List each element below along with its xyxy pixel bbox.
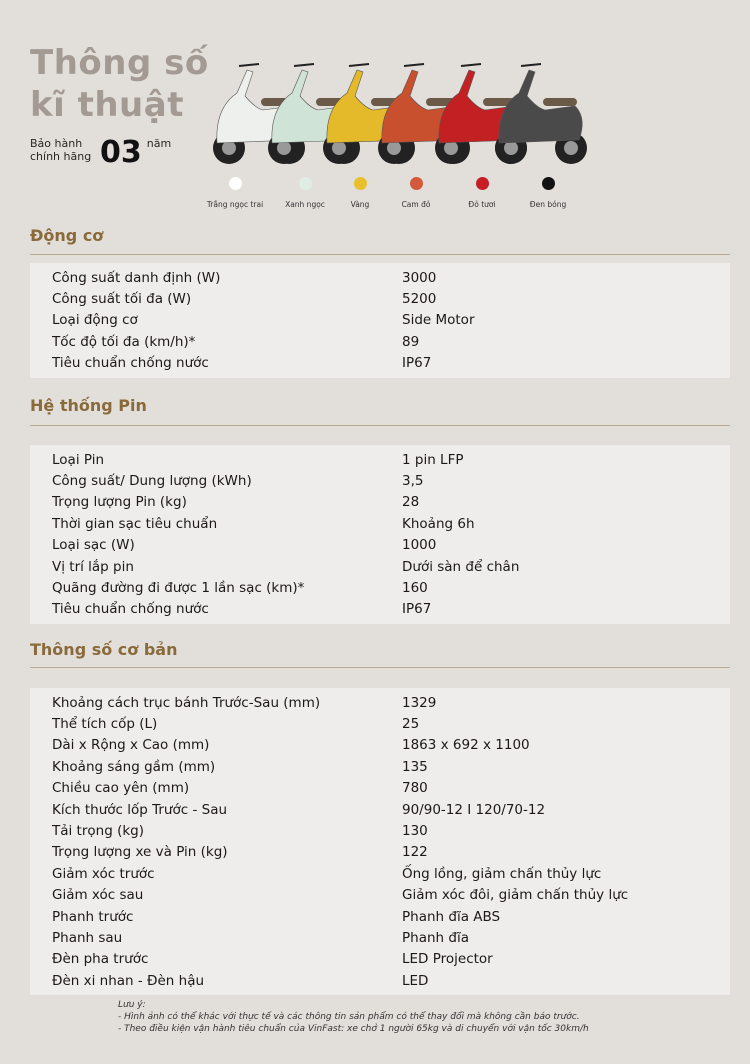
color-name: Đen bóng: [529, 200, 567, 209]
spec-label: Kích thước lốp Trước - Sau: [52, 801, 228, 818]
spec-row: [30, 492, 730, 513]
scooter-figure: [495, 64, 587, 164]
spec-label: Giảm xóc sau: [52, 887, 144, 904]
spec-value: LED: [402, 972, 429, 989]
spec-value: 1000: [402, 537, 437, 554]
spec-value: Giảm xóc đôi, giảm chấn thủy lực: [402, 887, 629, 904]
spec-row: [30, 577, 730, 598]
color-swatch[interactable]: [450, 177, 514, 209]
color-dot: [229, 177, 242, 190]
spec-label: Công suất/ Dung lượng (kWh): [52, 473, 252, 490]
spec-row: [30, 820, 730, 841]
spec-label: Loại sạc (W): [52, 537, 135, 554]
footnote-heading: Lưu ý:: [118, 1000, 146, 1010]
color-swatch[interactable]: [384, 177, 448, 209]
warranty-badge: [30, 137, 171, 171]
spec-label: Phanh sau: [52, 929, 123, 946]
spec-label: Tiêu chuẩn chống nước: [52, 355, 209, 372]
spec-value: Phanh đĩa ABS: [402, 908, 501, 925]
spec-value: Khoảng 6h: [402, 515, 475, 532]
title-line-1: Thông số: [30, 43, 209, 83]
section-title: Động cơ: [30, 226, 104, 245]
spec-label: Dài x Rộng x Cao (mm): [52, 737, 210, 754]
spec-row: [30, 267, 730, 288]
spec-label: Vị trí lắp pin: [52, 558, 134, 575]
spec-value: 1863 x 692 x 1100: [402, 737, 530, 754]
spec-row: [30, 513, 730, 534]
spec-label: Chiều cao yên (mm): [52, 780, 190, 797]
spec-row: [30, 331, 730, 352]
spec-value: 122: [402, 844, 428, 861]
footnote: [118, 999, 589, 1035]
spec-value: IP67: [402, 601, 432, 618]
color-swatch[interactable]: [203, 177, 267, 209]
spec-label: Phanh trước: [52, 908, 134, 925]
spec-value: 160: [402, 580, 428, 597]
spec-label: Loại động cơ: [52, 312, 138, 329]
spec-row: [30, 885, 730, 906]
spec-label: Thời gian sạc tiêu chuẩn: [52, 515, 218, 532]
section-divider: [30, 425, 730, 426]
spec-row: [30, 799, 730, 820]
footnote-line-2: - Theo điều kiện vận hành tiêu chuẩn của VinFast: xe chở 1 người 65kg và di chuyển với vận tốc 30km/h: [118, 1024, 589, 1034]
warranty-unit: năm: [146, 137, 172, 150]
spec-row: [30, 949, 730, 970]
spec-row: [30, 713, 730, 734]
color-swatch[interactable]: [516, 177, 580, 209]
spec-label: Đèn pha trước: [52, 951, 149, 968]
spec-value: 3,5: [402, 473, 424, 490]
spec-label: Tốc độ tối đa (km/h)*: [52, 333, 196, 350]
spec-row: [30, 599, 730, 620]
color-swatch[interactable]: [328, 177, 392, 209]
color-name: Trắng ngọc trai: [206, 200, 264, 209]
spec-label: Đèn xi nhan - Đèn hậu: [52, 972, 205, 989]
spec-row: [30, 449, 730, 470]
color-name: Vàng: [350, 200, 370, 209]
color-dot: [410, 177, 423, 190]
spec-label: Khoảng sáng gầm (mm): [52, 758, 216, 775]
spec-label: Công suất tối đa (W): [52, 291, 192, 308]
scooter-lineup-image: [205, 48, 605, 173]
warranty-label: Bảo hành chính hãng: [30, 137, 92, 163]
spec-value: Phanh đĩa: [402, 929, 469, 946]
spec-value: IP67: [402, 355, 432, 372]
section-title: Hệ thống Pin: [30, 396, 147, 415]
spec-value: 135: [402, 758, 428, 775]
spec-row: [30, 756, 730, 777]
title-line-2: kĩ thuật: [30, 85, 184, 125]
spec-label: Trọng lượng xe và Pin (kg): [52, 844, 228, 861]
spec-label: Giảm xóc trước: [52, 865, 155, 882]
spec-value: Ống lồng, giảm chấn thủy lực: [402, 865, 602, 882]
spec-label: Tiêu chuẩn chống nước: [52, 601, 209, 618]
spec-value: 1 pin LFP: [402, 451, 464, 468]
spec-row: [30, 288, 730, 309]
spec-label: Loại Pin: [52, 451, 105, 468]
section-title: Thông số cơ bản: [30, 640, 178, 659]
spec-label: Tải trọng (kg): [52, 823, 145, 840]
color-dot: [354, 177, 367, 190]
spec-row: [30, 556, 730, 577]
color-dot: [476, 177, 489, 190]
color-name: Đỏ tươi: [468, 200, 496, 209]
spec-table: [30, 263, 730, 378]
section-divider: [30, 667, 730, 668]
footnote-line-1: - Hình ảnh có thể khác với thực tế và các thông tin sản phẩm có thể thay đổi mà không cần báo trước.: [118, 1012, 580, 1022]
spec-row: [30, 863, 730, 884]
spec-label: Khoảng cách trục bánh Trước-Sau (mm): [52, 694, 321, 711]
spec-value: Dưới sàn để chân: [402, 558, 520, 575]
spec-value: 3000: [402, 269, 437, 286]
spec-value: 1329: [402, 694, 437, 711]
spec-label: Thể tích cốp (L): [52, 716, 158, 733]
spec-value: 89: [402, 333, 420, 350]
color-dot: [299, 177, 312, 190]
spec-row: [30, 970, 730, 991]
color-swatches: [200, 177, 580, 217]
spec-row: [30, 778, 730, 799]
spec-row: [30, 535, 730, 556]
color-dot: [542, 177, 555, 190]
spec-row: [30, 906, 730, 927]
spec-label: Quãng đường đi được 1 lần sạc (km)*: [52, 580, 305, 597]
spec-row: [30, 842, 730, 863]
warranty-years: 03: [100, 135, 142, 170]
section-divider: [30, 254, 730, 255]
spec-table: [30, 688, 730, 995]
spec-table: [30, 445, 730, 624]
spec-value: 28: [402, 494, 420, 511]
spec-row: [30, 310, 730, 331]
spec-row: [30, 692, 730, 713]
spec-row: [30, 470, 730, 491]
spec-value: LED Projector: [402, 951, 493, 968]
spec-row: [30, 735, 730, 756]
spec-value: 130: [402, 823, 428, 840]
page-title: [30, 42, 209, 126]
color-name: Xanh ngọc: [285, 200, 325, 209]
spec-value: 25: [402, 716, 420, 733]
spec-row: [30, 927, 730, 948]
spec-value: 5200: [402, 291, 437, 308]
spec-row: [30, 353, 730, 374]
spec-value: 90/90-12 I 120/70-12: [402, 801, 546, 818]
spec-label: Trọng lượng Pin (kg): [52, 494, 187, 511]
color-name: Cam đỏ: [401, 200, 431, 209]
spec-value: Side Motor: [402, 312, 475, 329]
spec-value: 780: [402, 780, 428, 797]
spec-label: Công suất danh định (W): [52, 269, 221, 286]
